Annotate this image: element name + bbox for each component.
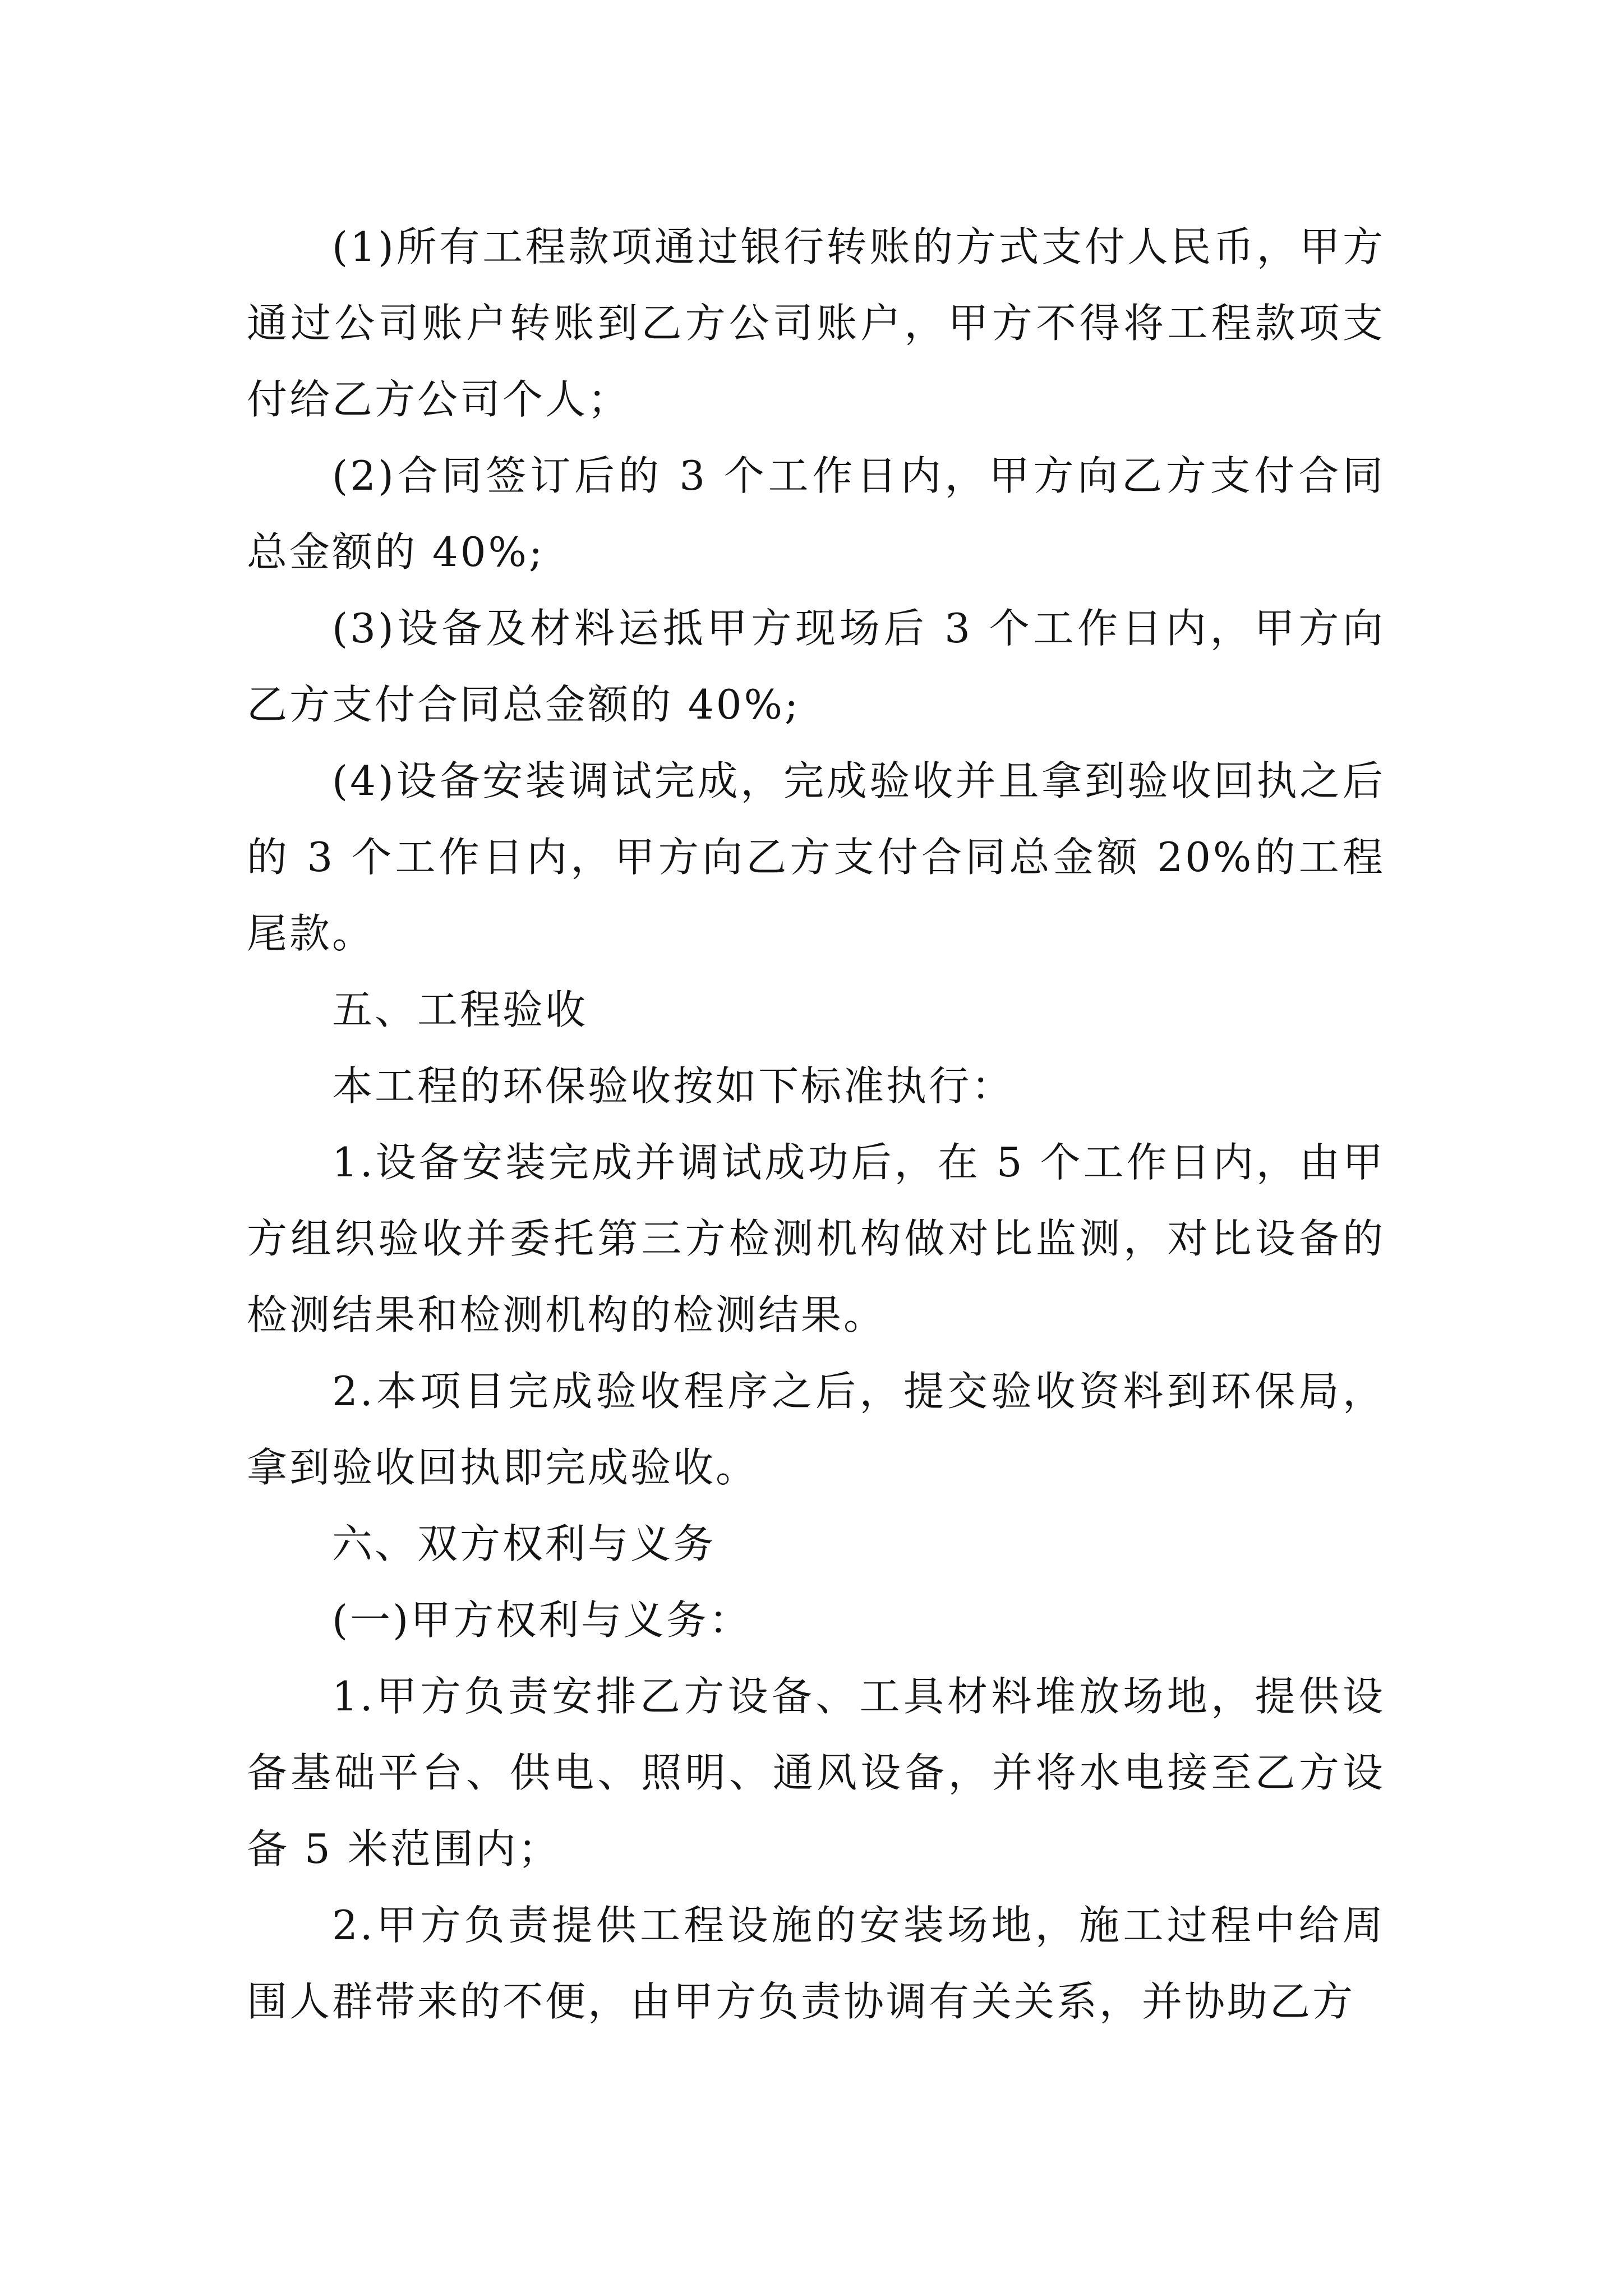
party-a-item-2: 2.甲方负责提供工程设施的安装场地，施工过程中给周围人群带来的不便，由甲方负责协调有关关系，并协助乙方 — [247, 1902, 1385, 2025]
acceptance-item-2: 2.本项目完成验收程序之后，提交验收资料到环保局，拿到验收回执即完成验收。 — [247, 1368, 1385, 1491]
payment-clause-4: (4)设备安装调试完成，完成验收并且拿到验收回执之后的 3 个工作日内，甲方向乙方支付合同总金额 20%的工程尾款。 — [247, 757, 1385, 957]
document-body — [247, 209, 1385, 2040]
payment-clause-2: (2)合同签订后的 3 个工作日内，甲方向乙方支付合同总金额的 40%; — [247, 452, 1385, 576]
acceptance-item-1: 1.设备安装完成并调试成功后，在 5 个工作日内，由甲方组织验收并委托第三方检测机构做对比监测，对比设备的检测结果和检测机构的检测结果。 — [247, 1139, 1385, 1338]
party-a-item-1: 1.甲方负责安排乙方设备、工具材料堆放场地，提供设备基础平台、供电、照明、通风设备，并将水电接至乙方设备 5 米范围内； — [247, 1673, 1385, 1872]
acceptance-intro: 本工程的环保验收按如下标准执行： — [332, 1062, 1015, 1110]
payment-clause-3: (3)设备及材料运抵甲方现场后 3 个工作日内，甲方向乙方支付合同总金额的 40%; — [247, 605, 1385, 728]
section-heading-rights: 六、双方权利与义务 — [332, 1520, 716, 1567]
subsection-heading-party-a: (一)甲方权利与义务： — [332, 1596, 752, 1644]
section-heading-acceptance: 五、工程验收 — [332, 986, 588, 1033]
payment-clause-1: (1)所有工程款项通过银行转账的方式支付人民币，甲方通过公司账户转账到乙方公司账户，甲方不得将工程款项支付给乙方公司个人； — [247, 223, 1385, 423]
